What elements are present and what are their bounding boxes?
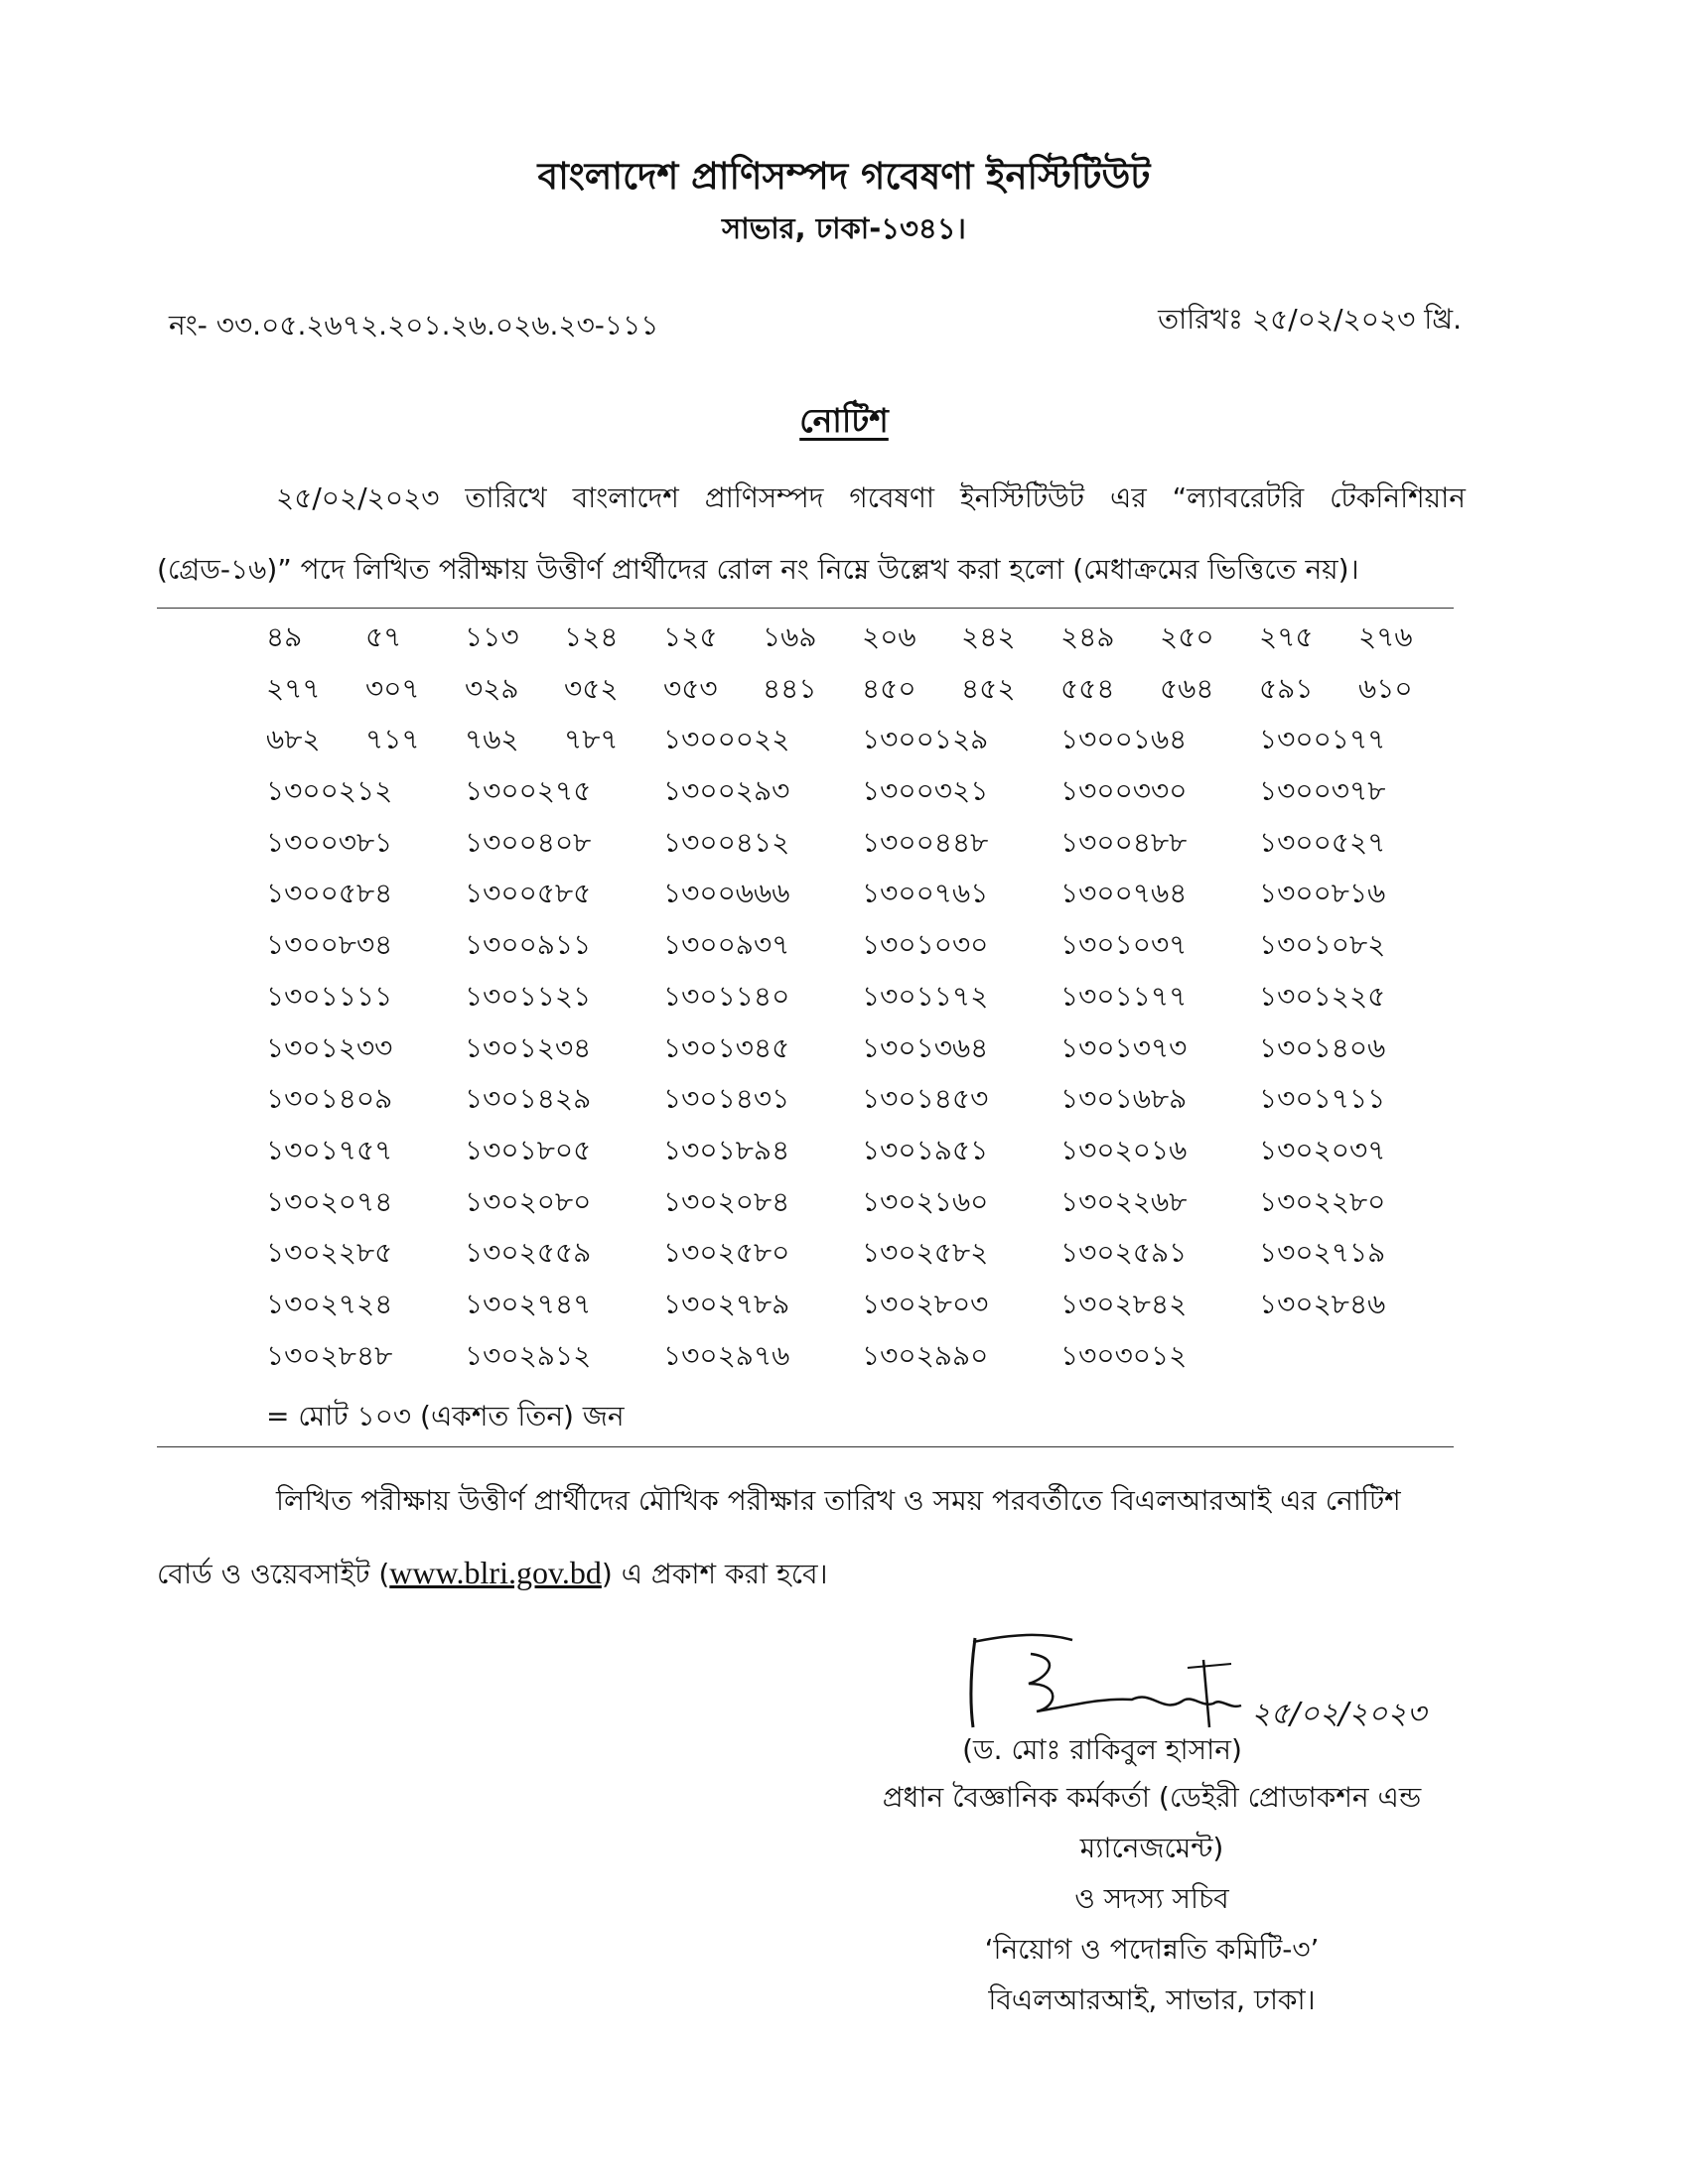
designation-line-1: প্রধান বৈজ্ঞানিক কর্মকর্তা (ডেইরী প্রোডাকশন এন্ড — [882, 1781, 1422, 1814]
roll-number: ১৩০১৭৫৭ — [266, 1133, 393, 1166]
roll-number: ১৩০০৩৮১ — [266, 825, 393, 859]
roll-number: ১৩০১৩৪৫ — [663, 1030, 790, 1064]
roll-number: ১৬৯ — [763, 620, 817, 653]
roll-number: ১৩০০৭৬১ — [862, 877, 989, 910]
roll-number: ৪৫২ — [961, 671, 1016, 705]
roll-number: ১৩০১২২৫ — [1259, 979, 1386, 1013]
roll-number: ১৩০১২৩৩ — [266, 1030, 393, 1064]
roll-number: ২৪৯ — [1060, 620, 1115, 653]
roll-number: ১৩০০২৯৩ — [663, 774, 790, 808]
designation-line-2: ম্যানেজমেন্ট) — [1079, 1832, 1224, 1864]
roll-number: ১৩০১৪২৯ — [465, 1082, 592, 1116]
roll-number: ১২৫ — [663, 620, 718, 653]
roll-number: ৩৫২ — [564, 671, 619, 705]
roll-row — [266, 872, 1458, 923]
roll-number: ১৩০১০৩৭ — [1060, 928, 1188, 962]
roll-row — [266, 1129, 1458, 1180]
roll-number: ২৫০ — [1160, 620, 1214, 653]
roll-number: ১৩০১৮৯৪ — [663, 1133, 790, 1166]
roll-number: ১৩০০৯১১ — [465, 928, 592, 962]
roll-number: ১৩০১০৮২ — [1259, 928, 1386, 962]
roll-number: ১৩০০৫৮৫ — [465, 877, 592, 910]
roll-number: ২৭৬ — [1358, 620, 1413, 653]
roll-number: ১৩০২৯১২ — [465, 1338, 592, 1372]
roll-number: ৪৫০ — [862, 671, 916, 705]
roll-number: ১৩০২২৬৮ — [1060, 1184, 1188, 1218]
roll-row — [266, 615, 1458, 667]
roll-number: ১৩০২৫৫৯ — [465, 1236, 592, 1270]
signatory-name: (ড. মোঃ রাকিবুল হাসান) — [962, 1733, 1242, 1766]
roll-number: ১৩০২৭৪৭ — [465, 1287, 592, 1320]
roll-number: ১৩০২০৩৭ — [1259, 1133, 1386, 1166]
roll-number: ১১৩ — [465, 620, 519, 653]
roll-number: ৪৪১ — [763, 671, 817, 705]
roll-number: ১৩০২২৮৫ — [266, 1236, 393, 1270]
roll-number: ১৩০০৫২৭ — [1259, 825, 1386, 859]
roll-number: ১৩০২৯৯০ — [862, 1338, 989, 1372]
roll-number: ১৩০৩০১২ — [1060, 1338, 1188, 1372]
roll-number: ১৩০২০১৬ — [1060, 1133, 1188, 1166]
roll-number: ২০৬ — [862, 620, 916, 653]
roll-number: ১৩০০৮১৬ — [1259, 877, 1386, 910]
intro-paragraph: ২৫/০২/২০২৩ তারিখে বাংলাদেশ প্রাণিসম্পদ গবেষণা ইনস্টিটিউট এর “ল্যাবরেটরি টেকনিশিয়ান (গ্রেড-১৬)” পদে লিখিত পরীক্ষায় উত্তীর্ণ প্রার্থীদের রোল নং নিম্নে উল্লেখ করা হলো (মেধাক্রমের ভিত্তিতে নয়)। — [157, 481, 1466, 586]
roll-row — [266, 1077, 1458, 1129]
institute-title: বাংলাদেশ প্রাণিসম্পদ গবেষণা ইনস্টিটিউট — [537, 155, 1151, 198]
signatory-details — [774, 1772, 1529, 2025]
roll-number: ১৩০২৭২৪ — [266, 1287, 393, 1320]
roll-number: ১৩০১৪০৯ — [266, 1082, 393, 1116]
roll-number: ২৭৫ — [1259, 620, 1314, 653]
roll-row — [266, 975, 1458, 1026]
roll-row — [266, 1334, 1458, 1386]
roll-number: ৩০৭ — [365, 671, 420, 705]
roll-number: ৬৮২ — [266, 723, 321, 756]
institute-address: সাভার, ঢাকা-১৩৪১। — [722, 211, 966, 245]
roll-number: ১৩০২০৭৪ — [266, 1184, 393, 1218]
roll-number: ১৩০১১৭২ — [862, 979, 989, 1013]
roll-number: ১৩০০৩২১ — [862, 774, 989, 808]
roll-number: ২৪২ — [961, 620, 1016, 653]
roll-number: ১৩০০৪১২ — [663, 825, 790, 859]
followup-line-2 — [157, 1537, 1466, 1610]
website-link[interactable]: www.blri.gov.bd — [389, 1555, 602, 1590]
roll-number: ১৩০২৭১৯ — [1259, 1236, 1386, 1270]
roll-number: ১৩০২৭৮৯ — [663, 1287, 790, 1320]
roll-number: ১৩০০২৭৫ — [465, 774, 592, 808]
roll-number: ৫৬৪ — [1160, 671, 1214, 705]
roll-number: ১৩০১৬৮৯ — [1060, 1082, 1188, 1116]
roll-number: ১৩০০৯৩৭ — [663, 928, 790, 962]
roll-number: ১৩০০৩৭৮ — [1259, 774, 1386, 808]
roll-row — [266, 1180, 1458, 1232]
roll-number: ১৩০০৪০৮ — [465, 825, 592, 859]
roll-number: ১৩০১১৪০ — [663, 979, 790, 1013]
roll-number: ১৩০০১৬৪ — [1060, 723, 1188, 756]
office-address: বিএলআরআই, সাভার, ঢাকা। — [988, 1983, 1316, 2016]
roll-number: ১৩০১৭১১ — [1259, 1082, 1386, 1116]
roll-number: ১৩০০৮৩৪ — [266, 928, 393, 962]
roll-number: ১৩০২৮৪৬ — [1259, 1287, 1386, 1320]
committee-name: ‘নিয়োগ ও পদোন্নতি কমিটি-৩’ — [984, 1933, 1320, 1966]
signature-date: ২৫/০২/২০২৩ — [1251, 1697, 1427, 1731]
roll-number: ৪৯ — [266, 620, 303, 653]
roll-row — [266, 1283, 1458, 1334]
roll-number: ৫৫৪ — [1060, 671, 1115, 705]
roll-number: ১৩০২৫৯১ — [1060, 1236, 1188, 1270]
roll-number: ১৩০০০২২ — [663, 723, 790, 756]
roll-number: ৭৮৭ — [564, 723, 619, 756]
roll-row — [266, 821, 1458, 873]
roll-number-list — [266, 615, 1458, 1385]
roll-number: ৭১৭ — [365, 723, 420, 756]
roll-row — [266, 769, 1458, 821]
roll-row — [266, 667, 1458, 719]
total-count: = মোট ১০৩ (একশত তিন) জন — [266, 1400, 625, 1433]
roll-number: ১৩০১১২১ — [465, 979, 592, 1013]
roll-number: ৫৯১ — [1259, 671, 1314, 705]
roll-number: ১৩০০৩৩০ — [1060, 774, 1188, 808]
roll-number: ১৩০১৩৬৪ — [862, 1030, 989, 1064]
roll-number: ১৩০২২৮০ — [1259, 1184, 1386, 1218]
roll-number: ১৩০২৫৮০ — [663, 1236, 790, 1270]
roll-number: ১৩০২৫৮২ — [862, 1236, 989, 1270]
roll-number: ১৩০১০৩০ — [862, 928, 989, 962]
roll-number: ১৩০১৯৫১ — [862, 1133, 989, 1166]
bottom-divider — [157, 1446, 1454, 1447]
top-divider — [157, 608, 1454, 609]
roll-row — [266, 718, 1458, 769]
roll-number: ৭৬২ — [465, 723, 519, 756]
roll-number: ২৭৭ — [266, 671, 321, 705]
roll-number: ১৩০২৯৭৬ — [663, 1338, 790, 1372]
roll-number: ১৩০২৮৪৮ — [266, 1338, 393, 1372]
roll-number: ১৩০০৬৬৬ — [663, 877, 790, 910]
roll-number: ১৩০১৮০৫ — [465, 1133, 592, 1166]
roll-number: ১৩০১৪৩১ — [663, 1082, 790, 1116]
roll-number: ১৩০০১৭৭ — [1259, 723, 1386, 756]
followup-paragraph — [157, 1465, 1466, 1610]
notice-heading — [0, 395, 1688, 451]
roll-number: ১৩০১১১১ — [266, 979, 393, 1013]
designation-line-3: ও সদস্য সচিব — [1074, 1882, 1229, 1915]
roll-number: ১৩০০৫৮৪ — [266, 877, 393, 910]
roll-number: ১২৪ — [564, 620, 619, 653]
reference-number: নং- ৩৩.০৫.২৬৭২.২০১.২৬.০২৬.২৩-১১১ — [169, 309, 659, 341]
roll-row — [266, 1231, 1458, 1283]
followup-line-2-start: বোর্ড ও ওয়েবসাইট ( — [157, 1558, 390, 1590]
roll-number: ১৩০০২১২ — [266, 774, 393, 808]
roll-number: ১৩০০৪৪৮ — [862, 825, 989, 859]
notice-date: তারিখঃ ২৫/০২/২০২৩ খ্রি. — [1158, 303, 1462, 336]
roll-number: ১৩০২০৮৪ — [663, 1184, 790, 1218]
roll-number: ১৩০১১৭৭ — [1060, 979, 1188, 1013]
followup-line-2-end: ) এ প্রকাশ করা হবে। — [601, 1558, 828, 1590]
notice-heading-text: নোটিশ — [799, 401, 889, 440]
followup-line-1: লিখিত পরীক্ষায় উত্তীর্ণ প্রার্থীদের মৌখিক পরীক্ষার তারিখ ও সময় পরবর্তীতে বিএলআরআই এর নোটিশ — [276, 1484, 1401, 1517]
roll-number: ১৩০২০৮০ — [465, 1184, 592, 1218]
roll-number: ১৩০২৮০৩ — [862, 1287, 989, 1320]
roll-number: ১৩০১২৩৪ — [465, 1030, 592, 1064]
roll-row — [266, 1026, 1458, 1078]
roll-number: ১৩০২৮৪২ — [1060, 1287, 1188, 1320]
roll-number: ১৩০০৪৮৮ — [1060, 825, 1188, 859]
roll-number: ৩২৯ — [465, 671, 519, 705]
roll-number: ৫৭ — [365, 620, 402, 653]
roll-number: ১৩০১৪৫৩ — [862, 1082, 989, 1116]
roll-number: ১৩০০১২৯ — [862, 723, 989, 756]
roll-number: ১৩০০৭৬৪ — [1060, 877, 1188, 910]
roll-number: ১৩০১৪০৬ — [1259, 1030, 1386, 1064]
roll-row — [266, 923, 1458, 975]
roll-number: ১৩০১৩৭৩ — [1060, 1030, 1188, 1064]
roll-number: ১৩০২১৬০ — [862, 1184, 989, 1218]
roll-number: ৩৫৩ — [663, 671, 718, 705]
roll-number: ৬১০ — [1358, 671, 1413, 705]
